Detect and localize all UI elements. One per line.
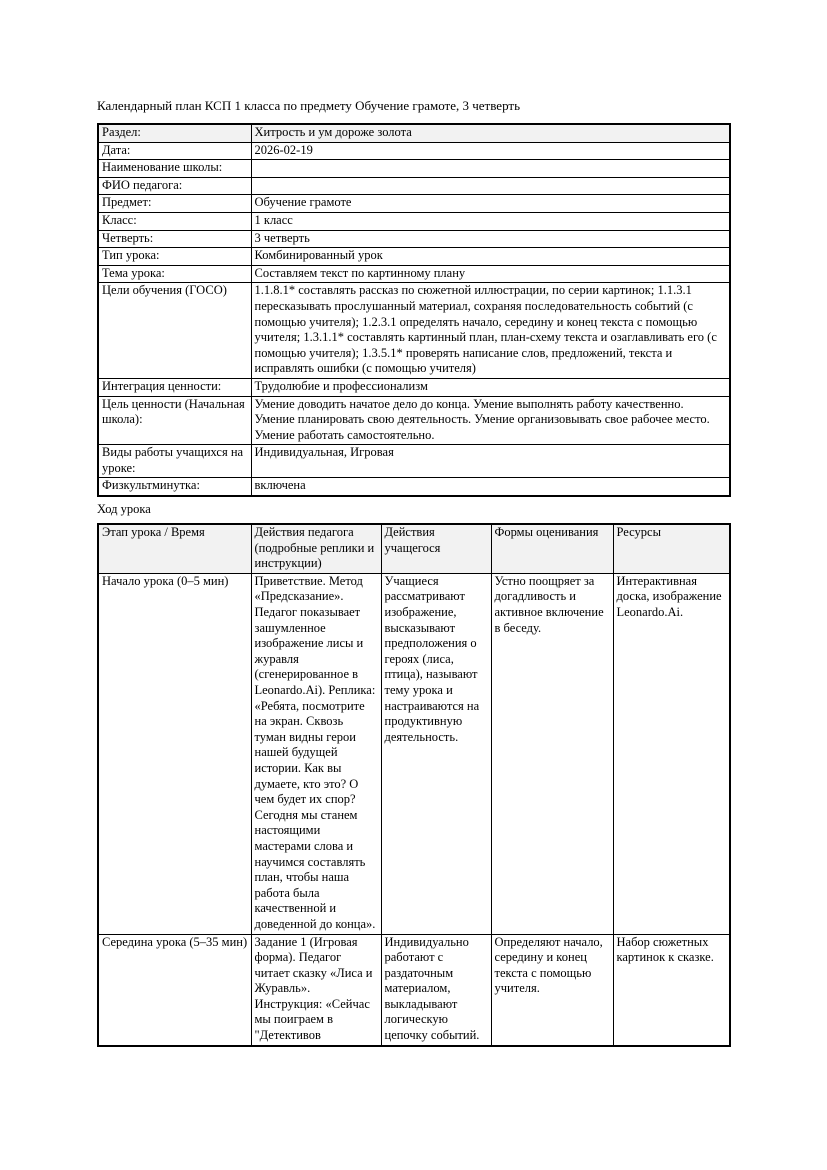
teacher-actions-cell: Задание 1 (Игровая форма). Педагог читает сказку «Лиса и Журавль». Инструкция: «Сейчас мы поиграем в "Детективов	[251, 934, 381, 1046]
stage-cell: Начало урока (0–5 мин)	[98, 573, 251, 934]
lesson-flow-table	[97, 523, 731, 1047]
info-row-subject	[98, 195, 730, 213]
info-row-date	[98, 142, 730, 160]
lesson-row-middle	[98, 934, 730, 1046]
assessment-cell: Определяют начало, середину и конец текста с помощью учителя.	[491, 934, 613, 1046]
info-row-razdel	[98, 124, 730, 142]
info-row-work-types	[98, 445, 730, 478]
info-label: Тип урока:	[98, 248, 251, 266]
resources-cell: Набор сюжетных картинок к сказке.	[613, 934, 730, 1046]
info-value: Трудолюбие и профессионализм	[251, 378, 730, 396]
stage-cell: Середина урока (5–35 мин)	[98, 934, 251, 1046]
info-value: Хитрость и ум дороже золота	[251, 124, 730, 142]
info-label: Предмет:	[98, 195, 251, 213]
info-label: Раздел:	[98, 124, 251, 142]
lesson-header-row	[98, 524, 730, 573]
col-header-stage: Этап урока / Время	[98, 524, 251, 573]
col-header-student-actions: Действия учащегося	[381, 524, 491, 573]
info-row-goals	[98, 283, 730, 379]
info-label: Интеграция ценности:	[98, 378, 251, 396]
info-label: Тема урока:	[98, 265, 251, 283]
info-label: Цели обучения (ГОСО)	[98, 283, 251, 379]
col-header-teacher-actions: Действия педагога (подробные реплики и инструкции)	[251, 524, 381, 573]
info-row-physical-minute	[98, 478, 730, 496]
col-header-assessment: Формы оценивания	[491, 524, 613, 573]
info-value: 1.1.8.1* составлять рассказ по сюжетной иллюстрации, по серии картинок; 1.1.3.1 пересказывать прослушанный материал, сохраняя последовательность событий (с помощью учителя); 1.2.3.1 определять начало, середину и конец текста с помощью учителя; 1.3.1.1* составлять картинный план, план-схему текста и озаглавливать его (с помощью учителя); 1.3.5.1* проверять написание слов, предложений, текста и исправлять ошибки (с помощью учителя)	[251, 283, 730, 379]
info-row-values-integration	[98, 378, 730, 396]
student-actions-cell: Индивидуально работают с раздаточным материалом, выкладывают логическую цепочку событий.	[381, 934, 491, 1046]
document-content	[97, 98, 729, 1047]
student-actions-cell: Учащиеся рассматривают изображение, высказывают предположения о героях (лиса, птица), называют тему урока и настраиваются на продуктивную деятельность.	[381, 573, 491, 934]
info-label: ФИО педагога:	[98, 177, 251, 195]
info-value	[251, 177, 730, 195]
info-label: Наименование школы:	[98, 160, 251, 178]
info-row-quarter	[98, 230, 730, 248]
info-value	[251, 160, 730, 178]
info-value: 1 класс	[251, 212, 730, 230]
info-value: Индивидуальная, Игровая	[251, 445, 730, 478]
assessment-cell: Устно поощряет за догадливость и активное включение в беседу.	[491, 573, 613, 934]
info-label: Цель ценности (Начальная школа):	[98, 396, 251, 445]
info-value: Умение доводить начатое дело до конца. Умение выполнять работу качественно. Умение планировать свою деятельность. Умение организовывать свое рабочее место. Умение работать самостоятельно.	[251, 396, 730, 445]
document-title: Календарный план КСП 1 класса по предмету Обучение грамоте, 3 четверть	[97, 98, 521, 113]
info-value: 3 четверть	[251, 230, 730, 248]
info-label: Четверть:	[98, 230, 251, 248]
info-value: включена	[251, 478, 730, 496]
lesson-info-table	[97, 123, 731, 497]
info-label: Класс:	[98, 212, 251, 230]
info-value: Обучение грамоте	[251, 195, 730, 213]
info-row-values-goal	[98, 396, 730, 445]
section-heading-lesson-flow: Ход урока	[97, 502, 151, 517]
info-value: 2026-02-19	[251, 142, 730, 160]
resources-cell: Интерактивная доска, изображение Leonardo.Ai.	[613, 573, 730, 934]
info-label: Физкультминутка:	[98, 478, 251, 496]
info-label: Виды работы учащихся на уроке:	[98, 445, 251, 478]
info-value: Комбинированный урок	[251, 248, 730, 266]
info-row-class	[98, 212, 730, 230]
info-label: Дата:	[98, 142, 251, 160]
info-row-lesson-topic	[98, 265, 730, 283]
col-header-resources: Ресурсы	[613, 524, 730, 573]
info-value: Составляем текст по картинному плану	[251, 265, 730, 283]
info-row-lesson-type	[98, 248, 730, 266]
lesson-row-start	[98, 573, 730, 934]
teacher-actions-cell: Приветствие. Метод «Предсказание». Педагог показывает зашумленное изображение лисы и журавля (сгенерированное в Leonardo.Ai). Реплика: «Ребята, посмотрите на экран. Сквозь туман видны герои нашей будущей истории. Как вы думаете, кто это? О чем будет их спор? Сегодня мы станем настоящими мастерами слова и научимся составлять план, чтобы наша работа была качественной и доведенной до конца».	[251, 573, 381, 934]
info-row-teacher-name	[98, 177, 730, 195]
info-row-school	[98, 160, 730, 178]
